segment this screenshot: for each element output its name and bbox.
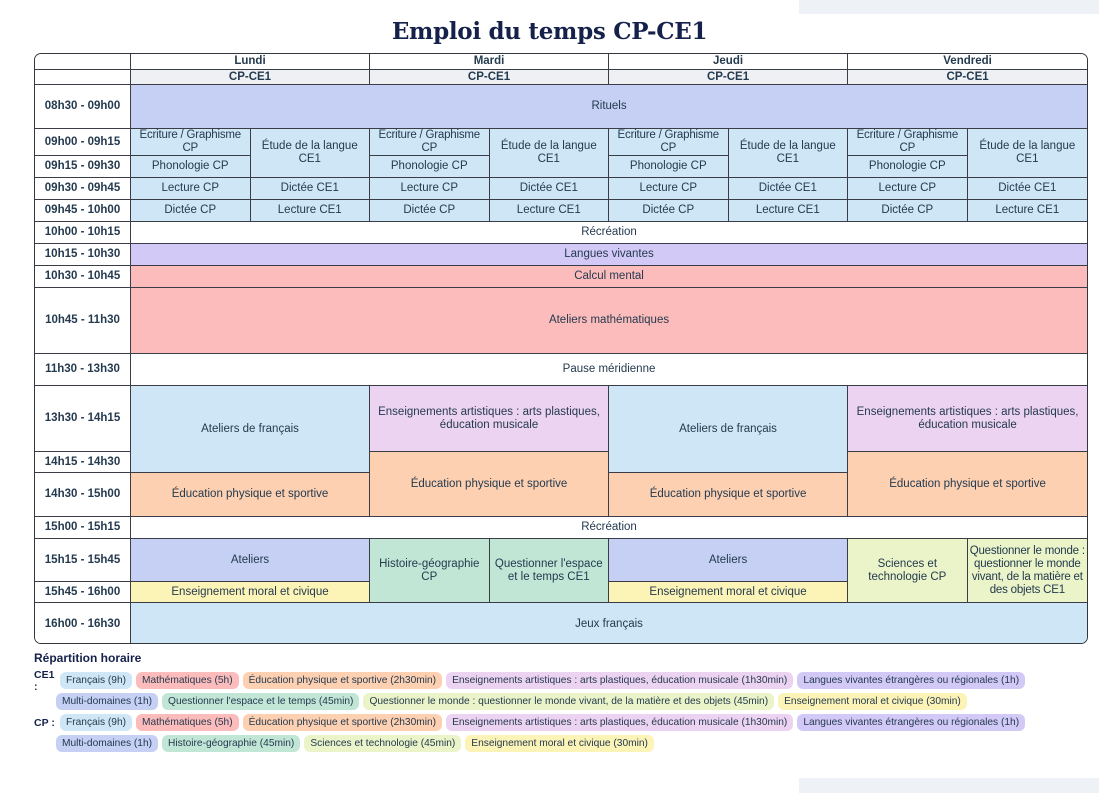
legend-pill: Langues vivantes étrangères ou régionales (1h) — [797, 714, 1025, 731]
time-slot: 16h00 - 16h30 — [35, 603, 131, 645]
slot-lecture-ce1: Lecture CE1 — [728, 200, 848, 222]
legend-pill: Questionner l'espace et le temps (45min) — [162, 693, 359, 710]
legend-row-ce1-continued — [34, 691, 1074, 712]
slot-dictee-ce1: Dictée CE1 — [489, 178, 609, 200]
slot-ateliers-francais: Ateliers de français — [609, 386, 848, 473]
slot-dictee-cp: Dictée CP — [131, 200, 251, 222]
time-slot: 15h00 - 15h15 — [35, 517, 131, 539]
slot-lecture-cp: Lecture CP — [609, 178, 729, 200]
legend-pills — [56, 735, 658, 752]
time-slot: 09h45 - 10h00 — [35, 200, 131, 222]
slot-ecriture-cp: Écriture / Graphisme CP — [370, 129, 490, 156]
slot-phonologie-cp: Phonologie CP — [609, 156, 729, 178]
header-corner — [35, 70, 131, 85]
time-slot: 10h30 - 10h45 — [35, 266, 131, 288]
slot-emc: Enseignement moral et civique — [131, 582, 370, 603]
day-header: Mardi — [370, 54, 609, 70]
legend-pill: Sciences et technologie (45min) — [304, 735, 461, 752]
slot-eps: Éducation physique et sportive — [131, 473, 370, 517]
slot-emc: Enseignement moral et civique — [609, 582, 848, 603]
legend-label-cp: CP : — [34, 716, 55, 729]
slot-recreation: Récréation — [131, 517, 1088, 539]
legend-pill: Enseignement moral et civique (30min) — [465, 735, 654, 752]
class-header: CP-CE1 — [609, 70, 848, 85]
time-slot: 10h15 - 10h30 — [35, 244, 131, 266]
slot-lecture-cp: Lecture CP — [848, 178, 968, 200]
slot-dictee-ce1: Dictée CE1 — [728, 178, 848, 200]
legend-label-ce1: CE1 : — [34, 668, 55, 693]
time-slot: 11h30 - 13h30 — [35, 354, 131, 386]
slot-phonologie-cp: Phonologie CP — [370, 156, 490, 178]
legend-pill: Langues vivantes étrangères ou régionales (1h) — [797, 672, 1025, 689]
slot-eps: Éducation physique et sportive — [848, 452, 1088, 517]
slot-ateliers: Ateliers — [609, 539, 848, 582]
day-header: Vendredi — [848, 54, 1088, 70]
legend-pill: Enseignement moral et civique (30min) — [778, 693, 967, 710]
time-slot: 09h30 - 09h45 — [35, 178, 131, 200]
legend-pill: Enseignements artistiques : arts plastiques, éducation musicale (1h30min) — [446, 714, 793, 731]
day-header: Jeudi — [609, 54, 848, 70]
slot-lecture-ce1: Lecture CE1 — [250, 200, 370, 222]
slot-phonologie-cp: Phonologie CP — [848, 156, 968, 178]
time-slot: 15h15 - 15h45 — [35, 539, 131, 582]
slot-ateliers-mathematiques: Ateliers mathématiques — [131, 288, 1088, 354]
timetable — [34, 53, 1088, 644]
slot-dictee-cp: Dictée CP — [370, 200, 490, 222]
time-slot: 08h30 - 09h00 — [35, 85, 131, 129]
slot-questionner-espace-ce1: Questionner l'espace et le temps CE1 — [489, 539, 609, 603]
slot-ecriture-cp: Écriture / Graphisme CP — [848, 129, 968, 156]
legend-row-ce1 — [34, 670, 1074, 691]
slot-pause-meridienne: Pause méridienne — [131, 354, 1088, 386]
time-slot: 14h15 - 14h30 — [35, 452, 131, 473]
legend-pill: Mathématiques (5h) — [136, 672, 239, 689]
slot-eps: Éducation physique et sportive — [370, 452, 609, 517]
slot-lecture-ce1: Lecture CE1 — [489, 200, 609, 222]
slot-lecture-ce1: Lecture CE1 — [967, 200, 1088, 222]
legend — [34, 651, 1074, 754]
legend-pill: Éducation physique et sportive (2h30min) — [243, 714, 442, 731]
legend-pill: Multi-domaines (1h) — [56, 735, 158, 752]
slot-dictee-cp: Dictée CP — [848, 200, 968, 222]
legend-pills — [60, 714, 1029, 731]
legend-pill: Éducation physique et sportive (2h30min) — [243, 672, 442, 689]
time-slot: 09h15 - 09h30 — [35, 156, 131, 178]
header-corner — [35, 54, 131, 70]
slot-questionner-monde-ce1: Questionner le monde : questionner le monde vivant, de la matière et des objets CE1 — [967, 539, 1088, 603]
slot-langues-vivantes: Langues vivantes — [131, 244, 1088, 266]
slot-phonologie-cp: Phonologie CP — [131, 156, 251, 178]
time-slot: 10h00 - 10h15 — [35, 222, 131, 244]
legend-pill: Français (9h) — [60, 714, 132, 731]
legend-pill: Français (9h) — [60, 672, 132, 689]
class-header: CP-CE1 — [848, 70, 1088, 85]
slot-etude-langue-ce1: Étude de la langue CE1 — [728, 129, 848, 178]
slot-ateliers: Ateliers — [131, 539, 370, 582]
legend-pill: Enseignements artistiques : arts plastiques, éducation musicale (1h30min) — [446, 672, 793, 689]
class-header: CP-CE1 — [370, 70, 609, 85]
time-slot: 14h30 - 15h00 — [35, 473, 131, 517]
corner-decoration — [799, 778, 1099, 793]
day-header: Lundi — [131, 54, 370, 70]
legend-pill: Histoire-géographie (45min) — [162, 735, 300, 752]
page-title: Emploi du temps CP-CE1 — [391, 18, 708, 45]
legend-heading: Répartition horaire — [34, 651, 142, 665]
slot-lecture-cp: Lecture CP — [131, 178, 251, 200]
slot-arts: Enseignements artistiques : arts plastiques, éducation musicale — [848, 386, 1088, 452]
slot-histoire-geo-cp: Histoire-géographie CP — [370, 539, 490, 603]
time-slot: 09h00 - 09h15 — [35, 129, 131, 156]
slot-eps: Éducation physique et sportive — [609, 473, 848, 517]
slot-rituels: Rituels — [131, 85, 1088, 129]
slot-ecriture-cp: Écriture / Graphisme CP — [131, 129, 251, 156]
slot-dictee-ce1: Dictée CE1 — [967, 178, 1088, 200]
time-slot: 13h30 - 14h15 — [35, 386, 131, 452]
slot-etude-langue-ce1: Étude de la langue CE1 — [489, 129, 609, 178]
legend-pill: Mathématiques (5h) — [136, 714, 239, 731]
slot-ecriture-cp: Écriture / Graphisme CP — [609, 129, 729, 156]
legend-pills — [56, 693, 971, 710]
time-slot: 15h45 - 16h00 — [35, 582, 131, 603]
slot-lecture-cp: Lecture CP — [370, 178, 490, 200]
slot-arts: Enseignements artistiques : arts plastiques, éducation musicale — [370, 386, 609, 452]
slot-sciences-cp: Sciences et technologie CP — [848, 539, 968, 603]
slot-dictee-cp: Dictée CP — [609, 200, 729, 222]
slot-ateliers-francais: Ateliers de français — [131, 386, 370, 473]
corner-decoration — [799, 0, 1099, 14]
legend-pill: Questionner le monde : questionner le monde vivant, de la matière et des objets (45min) — [363, 693, 774, 710]
slot-jeux-francais: Jeux français — [131, 603, 1088, 645]
class-header: CP-CE1 — [131, 70, 370, 85]
slot-etude-langue-ce1: Étude de la langue CE1 — [967, 129, 1088, 178]
time-slot: 10h45 - 11h30 — [35, 288, 131, 354]
slot-dictee-ce1: Dictée CE1 — [250, 178, 370, 200]
legend-row-cp — [34, 712, 1074, 733]
slot-calcul-mental: Calcul mental — [131, 266, 1088, 288]
legend-row-cp-continued — [34, 733, 1074, 754]
timetable-grid — [34, 53, 1088, 644]
slot-recreation: Récréation — [131, 222, 1088, 244]
legend-pills — [60, 672, 1029, 689]
slot-etude-langue-ce1: Étude de la langue CE1 — [250, 129, 370, 178]
legend-pill: Multi-domaines (1h) — [56, 693, 158, 710]
